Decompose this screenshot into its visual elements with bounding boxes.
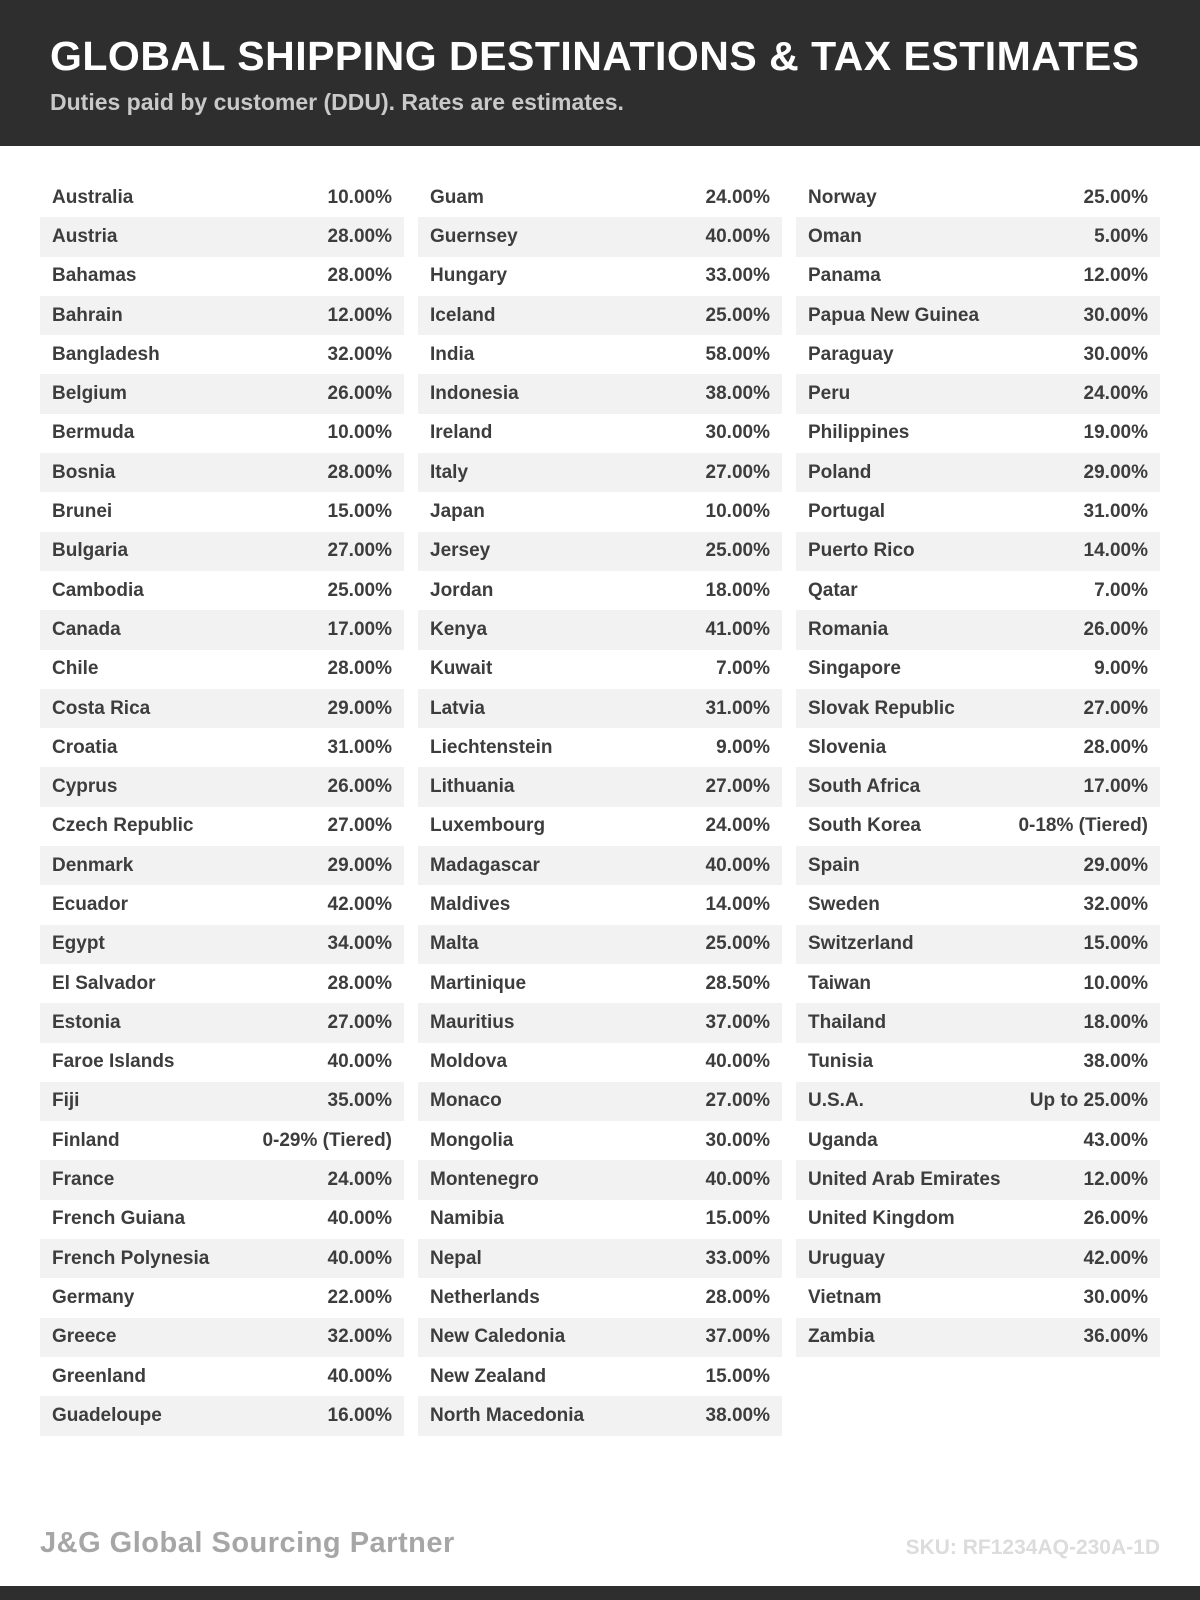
country-name: Hungary <box>430 265 508 287</box>
rate-row <box>796 178 1160 217</box>
country-name: Kenya <box>430 618 488 640</box>
rate-row <box>40 650 404 689</box>
country-name: Belgium <box>52 383 127 405</box>
country-name: Finland <box>52 1129 120 1151</box>
tax-rate: 38.00% <box>1083 1051 1148 1073</box>
country-name: Denmark <box>52 854 134 876</box>
tax-rate: 26.00% <box>1083 1208 1148 1230</box>
tax-rate: 40.00% <box>705 854 770 876</box>
country-name: Netherlands <box>430 1286 540 1308</box>
tax-rate: 7.00% <box>716 658 770 680</box>
country-name: Norway <box>808 186 877 208</box>
rate-row <box>796 610 1160 649</box>
tax-rate: 29.00% <box>327 697 392 719</box>
tax-rate: 16.00% <box>327 1404 392 1426</box>
tax-rate: 31.00% <box>705 697 770 719</box>
rate-row <box>40 767 404 806</box>
country-name: New Caledonia <box>430 1326 566 1348</box>
tax-rate: 40.00% <box>327 1247 392 1269</box>
tax-rate: 43.00% <box>1083 1129 1148 1151</box>
rate-row <box>40 217 404 256</box>
brand-name: J&G Global Sourcing Partner <box>40 1527 455 1559</box>
tax-rate: 25.00% <box>705 933 770 955</box>
country-name: Cyprus <box>52 776 118 798</box>
country-name: Uganda <box>808 1129 878 1151</box>
country-name: Bosnia <box>52 461 116 483</box>
tax-rate: 28.00% <box>327 265 392 287</box>
country-name: Taiwan <box>808 972 871 994</box>
country-name: North Macedonia <box>430 1404 585 1426</box>
rate-row <box>40 1357 404 1396</box>
rate-row <box>796 453 1160 492</box>
tax-rate: 37.00% <box>705 1326 770 1348</box>
country-name: India <box>430 343 475 365</box>
tax-rate: 32.00% <box>1083 893 1148 915</box>
tax-rate: 41.00% <box>705 618 770 640</box>
rate-row <box>796 1082 1160 1121</box>
rate-row <box>796 296 1160 335</box>
country-name: Moldova <box>430 1051 508 1073</box>
tax-rate: 25.00% <box>327 579 392 601</box>
country-name: Guadeloupe <box>52 1404 162 1426</box>
country-name: Bahrain <box>52 304 123 326</box>
tax-rate: 28.00% <box>1083 736 1148 758</box>
rate-row <box>418 1239 782 1278</box>
country-name: Germany <box>52 1286 135 1308</box>
rate-row <box>418 296 782 335</box>
tax-rate: 33.00% <box>705 265 770 287</box>
tax-rate: 24.00% <box>1083 383 1148 405</box>
country-name: Slovak Republic <box>808 697 955 719</box>
tax-rate: 28.50% <box>705 972 770 994</box>
country-name: Montenegro <box>430 1169 539 1191</box>
country-name: Maldives <box>430 893 511 915</box>
rate-row <box>418 1318 782 1357</box>
tax-rate: 24.00% <box>705 815 770 837</box>
country-name: Uruguay <box>808 1247 886 1269</box>
tax-rate: 40.00% <box>705 1169 770 1191</box>
tax-rate: 32.00% <box>327 343 392 365</box>
rate-row <box>40 296 404 335</box>
rate-row <box>796 335 1160 374</box>
rate-row <box>796 414 1160 453</box>
country-name: Slovenia <box>808 736 887 758</box>
rate-row <box>418 414 782 453</box>
tax-rate: 27.00% <box>705 776 770 798</box>
tax-rate: 40.00% <box>327 1365 392 1387</box>
tax-rate: 30.00% <box>1083 1286 1148 1308</box>
tax-rate: 14.00% <box>1083 540 1148 562</box>
rate-row <box>796 728 1160 767</box>
tax-rate: 15.00% <box>705 1365 770 1387</box>
tax-rate: 37.00% <box>705 1011 770 1033</box>
rate-row <box>40 335 404 374</box>
tax-rate: 5.00% <box>1094 225 1148 247</box>
tax-rate: 27.00% <box>327 1011 392 1033</box>
tax-rate: 14.00% <box>705 893 770 915</box>
rate-row <box>418 925 782 964</box>
tax-rate: 7.00% <box>1094 579 1148 601</box>
country-name: Faroe Islands <box>52 1051 175 1073</box>
page-header <box>0 0 1200 146</box>
country-name: Panama <box>808 265 881 287</box>
rate-row <box>418 689 782 728</box>
rate-row <box>796 257 1160 296</box>
tax-rate: 10.00% <box>327 422 392 444</box>
country-name: U.S.A. <box>808 1090 864 1112</box>
tax-rate: 27.00% <box>327 540 392 562</box>
tax-rate: 25.00% <box>1083 186 1148 208</box>
country-name: Sweden <box>808 893 880 915</box>
rate-row <box>40 728 404 767</box>
country-name: Nepal <box>430 1247 482 1269</box>
tax-rate: 36.00% <box>1083 1326 1148 1348</box>
rate-row <box>418 767 782 806</box>
rate-row <box>40 374 404 413</box>
rate-row <box>418 807 782 846</box>
rate-row <box>40 964 404 1003</box>
country-name: Italy <box>430 461 469 483</box>
country-name: Qatar <box>808 579 858 601</box>
country-name: Vietnam <box>808 1286 882 1308</box>
tax-rate: 30.00% <box>705 422 770 444</box>
rate-row <box>40 846 404 885</box>
tax-rate: 29.00% <box>1083 461 1148 483</box>
country-name: Bulgaria <box>52 540 129 562</box>
rate-row <box>40 1160 404 1199</box>
rate-column <box>418 178 782 1436</box>
country-name: Iceland <box>430 304 496 326</box>
tax-rate: 28.00% <box>327 461 392 483</box>
tax-rate: 32.00% <box>327 1326 392 1348</box>
rate-row <box>796 1003 1160 1042</box>
country-name: Namibia <box>430 1208 504 1230</box>
rate-row <box>796 492 1160 531</box>
tax-rate: 12.00% <box>1083 1169 1148 1191</box>
rate-row <box>418 178 782 217</box>
rate-column <box>40 178 404 1436</box>
tax-rate: 38.00% <box>705 1404 770 1426</box>
tax-rate: 30.00% <box>705 1129 770 1151</box>
tax-rate: 26.00% <box>327 776 392 798</box>
country-name: Zambia <box>808 1326 875 1348</box>
rate-row <box>418 1121 782 1160</box>
tax-rate: 12.00% <box>1083 265 1148 287</box>
country-name: Portugal <box>808 501 886 523</box>
rate-row <box>418 728 782 767</box>
rate-row <box>40 885 404 924</box>
tax-rate: 25.00% <box>705 540 770 562</box>
country-name: South Africa <box>808 776 921 798</box>
tax-rate: 40.00% <box>705 1051 770 1073</box>
rate-row <box>418 1200 782 1239</box>
rate-column <box>796 178 1160 1357</box>
country-name: Jordan <box>430 579 494 601</box>
rate-row <box>418 217 782 256</box>
rate-row <box>40 1239 404 1278</box>
tax-rate: 0-29% (Tiered) <box>262 1129 392 1151</box>
tax-rate: 24.00% <box>327 1169 392 1191</box>
country-name: France <box>52 1169 115 1191</box>
country-name: Estonia <box>52 1011 121 1033</box>
tax-rate: 33.00% <box>705 1247 770 1269</box>
country-name: Bermuda <box>52 422 135 444</box>
sku-label: SKU: RF1234AQ-230A-1D <box>905 1536 1160 1559</box>
tax-rate: 17.00% <box>327 618 392 640</box>
rate-row <box>796 1278 1160 1317</box>
rate-row <box>796 807 1160 846</box>
tax-rate: 40.00% <box>705 225 770 247</box>
rate-row <box>796 964 1160 1003</box>
country-name: Lithuania <box>430 776 515 798</box>
tax-rate: 0-18% (Tiered) <box>1018 815 1148 837</box>
country-name: Guam <box>430 186 484 208</box>
rate-row <box>418 1160 782 1199</box>
tax-rate: 38.00% <box>705 383 770 405</box>
country-name: Monaco <box>430 1090 502 1112</box>
rate-row <box>796 650 1160 689</box>
rate-columns <box>40 178 1160 1436</box>
country-name: Greece <box>52 1326 117 1348</box>
country-name: Malta <box>430 933 479 955</box>
tax-rate: 35.00% <box>327 1090 392 1112</box>
tax-rate: 24.00% <box>705 186 770 208</box>
rate-row <box>40 1200 404 1239</box>
country-name: Kuwait <box>430 658 493 680</box>
rate-row <box>418 846 782 885</box>
tax-rate: 9.00% <box>1094 658 1148 680</box>
country-name: Puerto Rico <box>808 540 915 562</box>
tax-rate: 42.00% <box>1083 1247 1148 1269</box>
rate-row <box>40 1396 404 1435</box>
country-name: Switzerland <box>808 933 914 955</box>
country-name: Indonesia <box>430 383 519 405</box>
country-name: United Arab Emirates <box>808 1169 1001 1191</box>
tax-rate: 28.00% <box>327 225 392 247</box>
country-name: Singapore <box>808 658 901 680</box>
country-name: Oman <box>808 225 862 247</box>
tax-rate: 58.00% <box>705 343 770 365</box>
rate-row <box>418 374 782 413</box>
tax-rate: 10.00% <box>327 186 392 208</box>
rate-row <box>418 1082 782 1121</box>
country-name: Spain <box>808 854 860 876</box>
rate-row <box>40 492 404 531</box>
tax-rate: 40.00% <box>327 1051 392 1073</box>
country-name: Poland <box>808 461 872 483</box>
tax-rate: 29.00% <box>327 854 392 876</box>
country-name: Bahamas <box>52 265 137 287</box>
rate-row <box>796 925 1160 964</box>
country-name: Philippines <box>808 422 910 444</box>
rate-row <box>796 374 1160 413</box>
tax-rate: 28.00% <box>705 1286 770 1308</box>
country-name: Romania <box>808 618 889 640</box>
country-name: Latvia <box>430 697 485 719</box>
rate-row <box>418 492 782 531</box>
rate-row <box>796 1318 1160 1357</box>
country-name: Brunei <box>52 501 113 523</box>
rate-row <box>418 610 782 649</box>
rate-row <box>796 571 1160 610</box>
rate-row <box>40 1318 404 1357</box>
rate-row <box>796 532 1160 571</box>
country-name: Martinique <box>430 972 527 994</box>
rate-row <box>40 532 404 571</box>
country-name: Tunisia <box>808 1051 874 1073</box>
country-name: Fiji <box>52 1090 80 1112</box>
rate-row <box>40 1082 404 1121</box>
country-name: South Korea <box>808 815 921 837</box>
country-name: Australia <box>52 186 134 208</box>
tax-rate: 28.00% <box>327 972 392 994</box>
rate-row <box>40 453 404 492</box>
tax-rate: 15.00% <box>705 1208 770 1230</box>
country-name: Liechtenstein <box>430 736 553 758</box>
country-name: Japan <box>430 501 485 523</box>
country-name: Canada <box>52 618 121 640</box>
rate-row <box>40 689 404 728</box>
tax-rate: 15.00% <box>1083 933 1148 955</box>
rate-row <box>796 1200 1160 1239</box>
rate-row <box>418 1003 782 1042</box>
rate-row <box>40 178 404 217</box>
country-name: Papua New Guinea <box>808 304 980 326</box>
rate-row <box>40 807 404 846</box>
tax-rate: 27.00% <box>327 815 392 837</box>
tax-rate: 31.00% <box>1083 501 1148 523</box>
country-name: Austria <box>52 225 118 247</box>
rate-row <box>40 1278 404 1317</box>
tax-rate: 25.00% <box>705 304 770 326</box>
rate-row <box>796 846 1160 885</box>
tax-rate: 17.00% <box>1083 776 1148 798</box>
rate-row <box>796 1239 1160 1278</box>
rate-row <box>796 689 1160 728</box>
country-name: Luxembourg <box>430 815 546 837</box>
country-name: Costa Rica <box>52 697 151 719</box>
country-name: Mongolia <box>430 1129 514 1151</box>
page-title: GLOBAL SHIPPING DESTINATIONS & TAX ESTIMATES <box>50 33 1140 79</box>
country-name: Jersey <box>430 540 491 562</box>
rate-row <box>796 885 1160 924</box>
tax-rate: 12.00% <box>327 304 392 326</box>
tax-rate: 31.00% <box>327 736 392 758</box>
page-subtitle: Duties paid by customer (DDU). Rates are estimates. <box>50 89 624 116</box>
tax-rate: 27.00% <box>705 461 770 483</box>
rate-row <box>418 1043 782 1082</box>
country-name: Mauritius <box>430 1011 515 1033</box>
rate-row <box>40 925 404 964</box>
tax-rate: 10.00% <box>1083 972 1148 994</box>
rate-row <box>796 1043 1160 1082</box>
country-name: Cambodia <box>52 579 144 601</box>
rate-row <box>418 532 782 571</box>
bottom-bar <box>0 1586 1200 1600</box>
rate-row <box>40 571 404 610</box>
rate-row <box>40 257 404 296</box>
rate-row <box>418 650 782 689</box>
tax-rate: 26.00% <box>327 383 392 405</box>
rate-row <box>40 1043 404 1082</box>
rate-row <box>418 1396 782 1435</box>
tax-rate: Up to 25.00% <box>1029 1090 1148 1112</box>
rate-row <box>418 335 782 374</box>
rate-row <box>418 964 782 1003</box>
rate-row <box>796 1160 1160 1199</box>
country-name: Egypt <box>52 933 105 955</box>
tax-rate: 27.00% <box>1083 697 1148 719</box>
tax-rate: 34.00% <box>327 933 392 955</box>
tax-rate: 30.00% <box>1083 304 1148 326</box>
rate-row <box>796 1121 1160 1160</box>
country-name: El Salvador <box>52 972 156 994</box>
tax-rate: 26.00% <box>1083 618 1148 640</box>
rate-row <box>796 767 1160 806</box>
country-name: Madagascar <box>430 854 540 876</box>
tax-rate: 42.00% <box>327 893 392 915</box>
rate-row <box>418 571 782 610</box>
rate-row <box>418 1278 782 1317</box>
rate-row <box>40 414 404 453</box>
tax-rate: 29.00% <box>1083 854 1148 876</box>
rate-row <box>40 1003 404 1042</box>
country-name: Ireland <box>430 422 493 444</box>
country-name: Thailand <box>808 1011 887 1033</box>
rate-row <box>40 610 404 649</box>
country-name: French Polynesia <box>52 1247 210 1269</box>
tax-rate: 18.00% <box>1083 1011 1148 1033</box>
rate-row <box>40 1121 404 1160</box>
tax-rate: 22.00% <box>327 1286 392 1308</box>
country-name: Croatia <box>52 736 118 758</box>
tax-rate: 27.00% <box>705 1090 770 1112</box>
tax-rate: 10.00% <box>705 501 770 523</box>
rate-row <box>418 453 782 492</box>
tax-rate: 30.00% <box>1083 343 1148 365</box>
country-name: Paraguay <box>808 343 894 365</box>
country-name: Peru <box>808 383 851 405</box>
country-name: New Zealand <box>430 1365 547 1387</box>
tax-rate: 28.00% <box>327 658 392 680</box>
rate-row <box>418 257 782 296</box>
rate-row <box>418 1357 782 1396</box>
tax-rate: 40.00% <box>327 1208 392 1230</box>
country-name: French Guiana <box>52 1208 186 1230</box>
page-footer <box>0 1527 1200 1586</box>
tax-rate: 19.00% <box>1083 422 1148 444</box>
country-name: Chile <box>52 658 99 680</box>
country-name: Greenland <box>52 1365 146 1387</box>
country-name: Czech Republic <box>52 815 194 837</box>
tax-rate: 18.00% <box>705 579 770 601</box>
country-name: Ecuador <box>52 893 129 915</box>
country-name: Bangladesh <box>52 343 160 365</box>
country-name: Guernsey <box>430 225 518 247</box>
rate-row <box>796 217 1160 256</box>
tax-rate: 9.00% <box>716 736 770 758</box>
country-name: United Kingdom <box>808 1208 955 1230</box>
tax-rate: 15.00% <box>327 501 392 523</box>
rate-row <box>418 885 782 924</box>
